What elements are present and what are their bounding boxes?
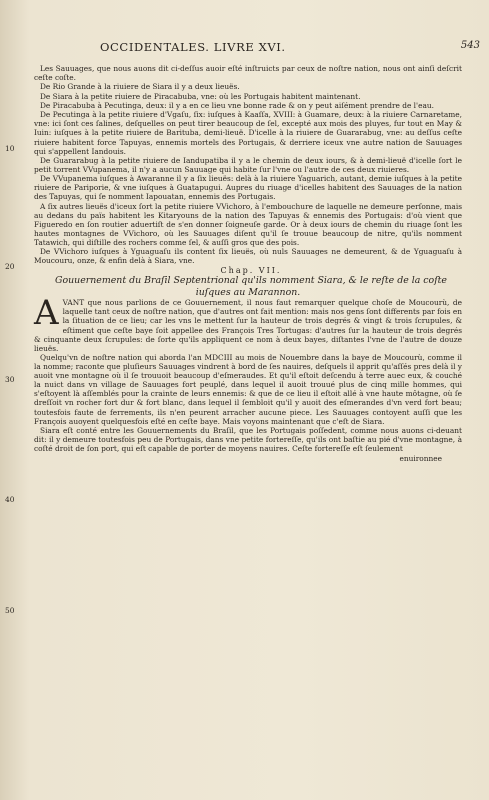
paragraph: De Pecutinga à la petite riuiere d'Vgaſu, ſix: iuſques à Kaaſſa, XVIII: à Guamare, deux: à la riuiere Carnaretame, vne: ici ſont ces ſalines, deſquelles on peut tirer beaucoup de ſel, excepté aux mois des pluyes, fur tout en May & Iuin: iuſques à la petite riuiere de Barituba, demi-lieuë. D'icelle à la riuiere de Guararabug, vne: au deſſus ceſte riuiere habitent force Tapuyas, ennemis mortels des Portugais, & derriere iceux vne autre nation de Sauuages qui s'appellent Iandouis. [34,110,462,156]
paragraph: Quelqu'vn de noſtre nation qui aborda l'an MDCIII au mois de Nouembre dans la baye de Moucourù, comme il la nomme; raconte que pluſieurs Sauuages vindrent à bord de ſes nauires, deſquels il apprit qu'aſſés pres delà il y auoit vne montagne où il ſe trouuoit beaucoup d'eſmeraudes. Et qu'il eſtoit deſcendu à terre auec eux, & couché la nuict dans vn village de Sauuages fort peuplé, dans lequel il auoit trouué plus de cinq mille hommes, qui s'eſtoyent là aſſemblés pour la crainte de leurs ennemis: & que de ce lieu il eſtoit allé à vne haute môtagne, où ſe dreſſoit vn rocher fort dur & fort blanc, dans lequel il ſembloit qu'il y auoit des eſmerandes d'vn verd fort beau; toutesfois faute de ferrements, ils n'en peurent arracher aucune piece. Les Sauuages contoyent auſſi que les François auoyent quelquesfois eſté en ceſte baye. Mais voyons maintenant que c'eſt de Siara. [34,352,462,426]
page-number: 543 [460,40,480,51]
chapter-title: Gouuernement du Braſil Septentrional qu'ils nomment Siara, & le reſte de la coſte iuſques au Marannon. [55,275,447,298]
margin-line-number: 20 [5,262,15,271]
running-title: OCCIDENTALES. LIVRE XVI. [100,40,286,54]
paragraph: De Rio Grande à la riuiere de Siara il y a deux lieuës. [40,82,240,92]
paragraph: De VVupanema iuſques à Awaranne il y a ſix lieuës: delà à la riuiere Yaguarich, autant, demie iuſques à la petite riuiere de Pariporie, & vne iuſques à Guatapugui. Aupres du riuage d'icelles habitent des Sauuages de la nation des Tapuyas, qui ſe nomment Iapouatan, ennemis des Portugais. [34,174,462,202]
paragraph: De Siara à la petite riuiere de Piracabuba, vne: où les Portugais habitent maintenant. [40,91,361,101]
paragraph-with-dropcap [34,293,462,353]
catchword: enuironnee [399,454,442,464]
paragraph: De VVichoro iuſques à Yguaguaſu ils content ſix lieuës, où nuls Sauuages ne demeurent, & de Yguaguaſu à Moucouru, onze, & enfin delà à Siara, vne. [34,247,462,266]
margin-line-number: 30 [5,375,15,384]
paragraph: De Piracabuba à Pecutinga, deux: il y a en ce lieu vne bonne rade & on y peut aiſément prendre de l'eau. [40,100,434,110]
margin-line-number: 40 [5,495,15,504]
page-header [0,40,489,56]
paragraph: Siara eſt conté entre les Gouuernements du Braſil, que les Portugais poſſedent, comme nous auons ci-deuant dit: il y demeure toutesfois peu de Portugais, dans vne petite fortereſſe, qu'ils ont baſtie au pié d'vne montagne, à coſté droit de ſon port, qui eſt capable de porter de moyens nauires. Ceſte fortereſſe eſt ſeulement [34,425,462,454]
margin-line-number: 10 [5,144,15,153]
drop-cap-letter: A [34,293,59,334]
paragraph: De Guararabug à la petite riuiere de Iandupatiba il y a le chemin de deux iours, & à demi-lieuë d'icelle ſort le petit torrent VVupanema, il n'y a aucun Sauuage qui habite ſur l'vne ou l'autre de ces deux riuieres. [34,155,462,174]
margin-line-number: 50 [5,606,15,615]
body-text [34,64,462,463]
paragraph: A ſix autres lieuës d'iceux ſort la petite riuiere VVichoro, à l'embouchure de laquelle ne demeure perſonne, mais au dedans du païs habitent les Kitaryouns de la nation des Tapuyas & ennemis des Portugais: d'où vient que Figueredo en ſon routier aduertiſt de s'en donner ſoigneuſe garde. Or à deux iours de chemin du riuage ſont les hautes montagnes de VVichoro, où les Sauuages diſent qu'il ſe trouue beaucoup de nitre, qu'ils nomment Tatawich, qui diſtille des rochers comme ſel, & auſſi gros que des pois. [34,201,462,248]
chapter-heading: Chap. VII. [220,265,282,275]
paragraph-text: VANT que nous parlions de ce Gouuernement, il nous faut remarquer quelque choſe de Moucourù, de laquelle tant ceux de noſtre nation, que d'autres ont fait mention: mais nos gens ſont differents par fois en la ſituation de ce lieu; car les vns le mettent ſur la hauteur de trois degrés & vingt & trois ſcrupules, & eſtiment que ceſte baye ſoit appellee des François Tres Tortugas: d'autres ſur la hauteur de trois degrés & cinquante deux ſcrupules: de ſorte qu'ils appliquent ce nom à deux bayes, diſtantes l'vne de l'autre de douze lieuës. [34,298,462,353]
paragraph: Les Sauuages, que nous auons dit ci-deſſus auoir eſté inſtruicts par ceux de noſtre nation, nous ont ainſi deſcrit ceſte coſte. [34,64,462,83]
